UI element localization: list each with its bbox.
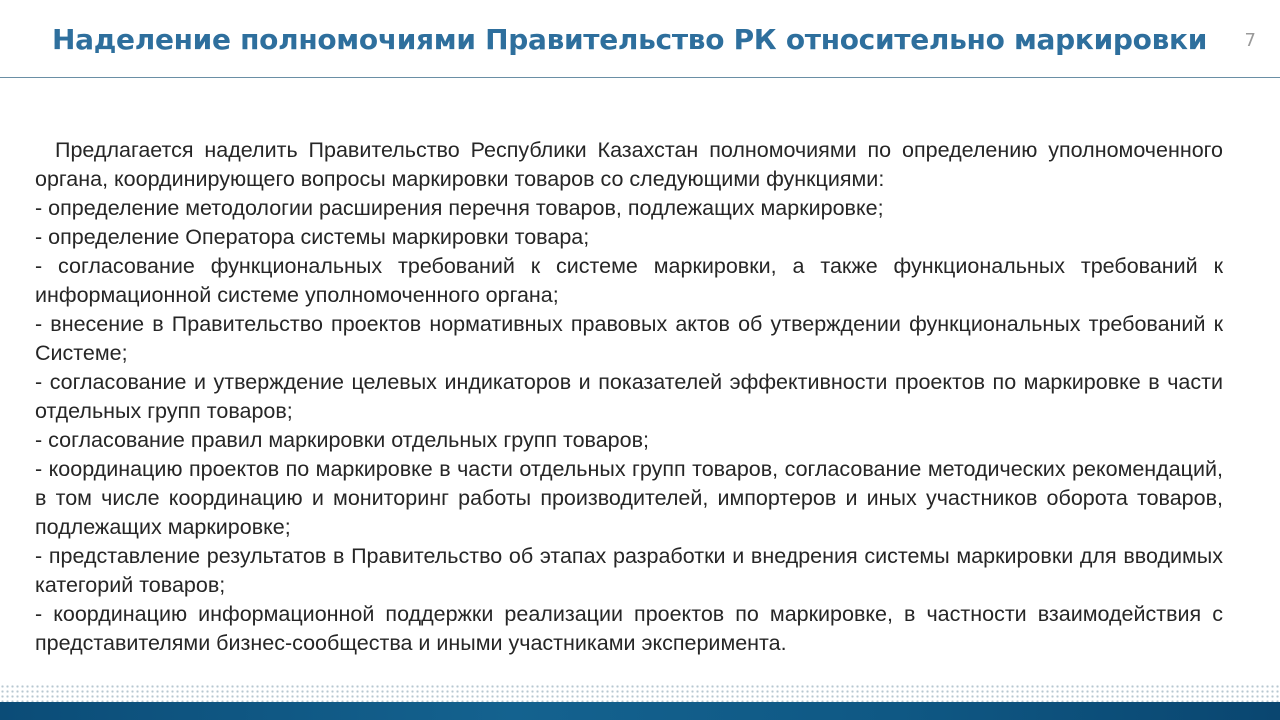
footer-bar [0, 702, 1280, 720]
function-item: - согласование правил маркировки отдельных групп товаров; [35, 428, 649, 452]
function-item: - внесение в Правительство проектов нормативных правовых актов об утверждении функциональных требований к Системе; [35, 312, 1223, 365]
function-item: - координацию информационной поддержки реализации проектов по маркировке, в частности взаимодействия с представителями бизнес-сообщества и иными участниками эксперимента. [35, 602, 1223, 655]
function-item: - определение Оператора системы маркировки товара; [35, 225, 590, 249]
function-item: - определение методологии расширения перечня товаров, подлежащих маркировке; [35, 196, 884, 220]
function-item: - согласование и утверждение целевых индикаторов и показателей эффективности проектов по маркировке в части отдельных групп товаров; [35, 370, 1223, 423]
slide-title: Наделение полномочиями Правительство РК относительно маркировки [52, 23, 1208, 56]
function-item: - координацию проектов по маркировке в части отдельных групп товаров, согласование методических рекомендаций, в том числе координацию и мониторинг работы производителей, импортеров и иных участников оборота товаров, подлежащих маркировке; [35, 457, 1223, 539]
intro-paragraph: Предлагается наделить Правительство Республики Казахстан полномочиями по определению уполномоченного органа, координирующего вопросы маркировки товаров со следующими функциями: [35, 138, 1223, 191]
page-number: 7 [1244, 30, 1256, 51]
slide-header [0, 0, 1280, 78]
footer-dot-pattern [0, 684, 1280, 702]
slide-body [35, 136, 1223, 658]
function-item: - согласование функциональных требований к системе маркировки, а также функциональных требований к информационной системе уполномоченного органа; [35, 254, 1223, 307]
function-item: - представление результатов в Правительство об этапах разработки и внедрения системы маркировки для вводимых категорий товаров; [35, 544, 1223, 597]
